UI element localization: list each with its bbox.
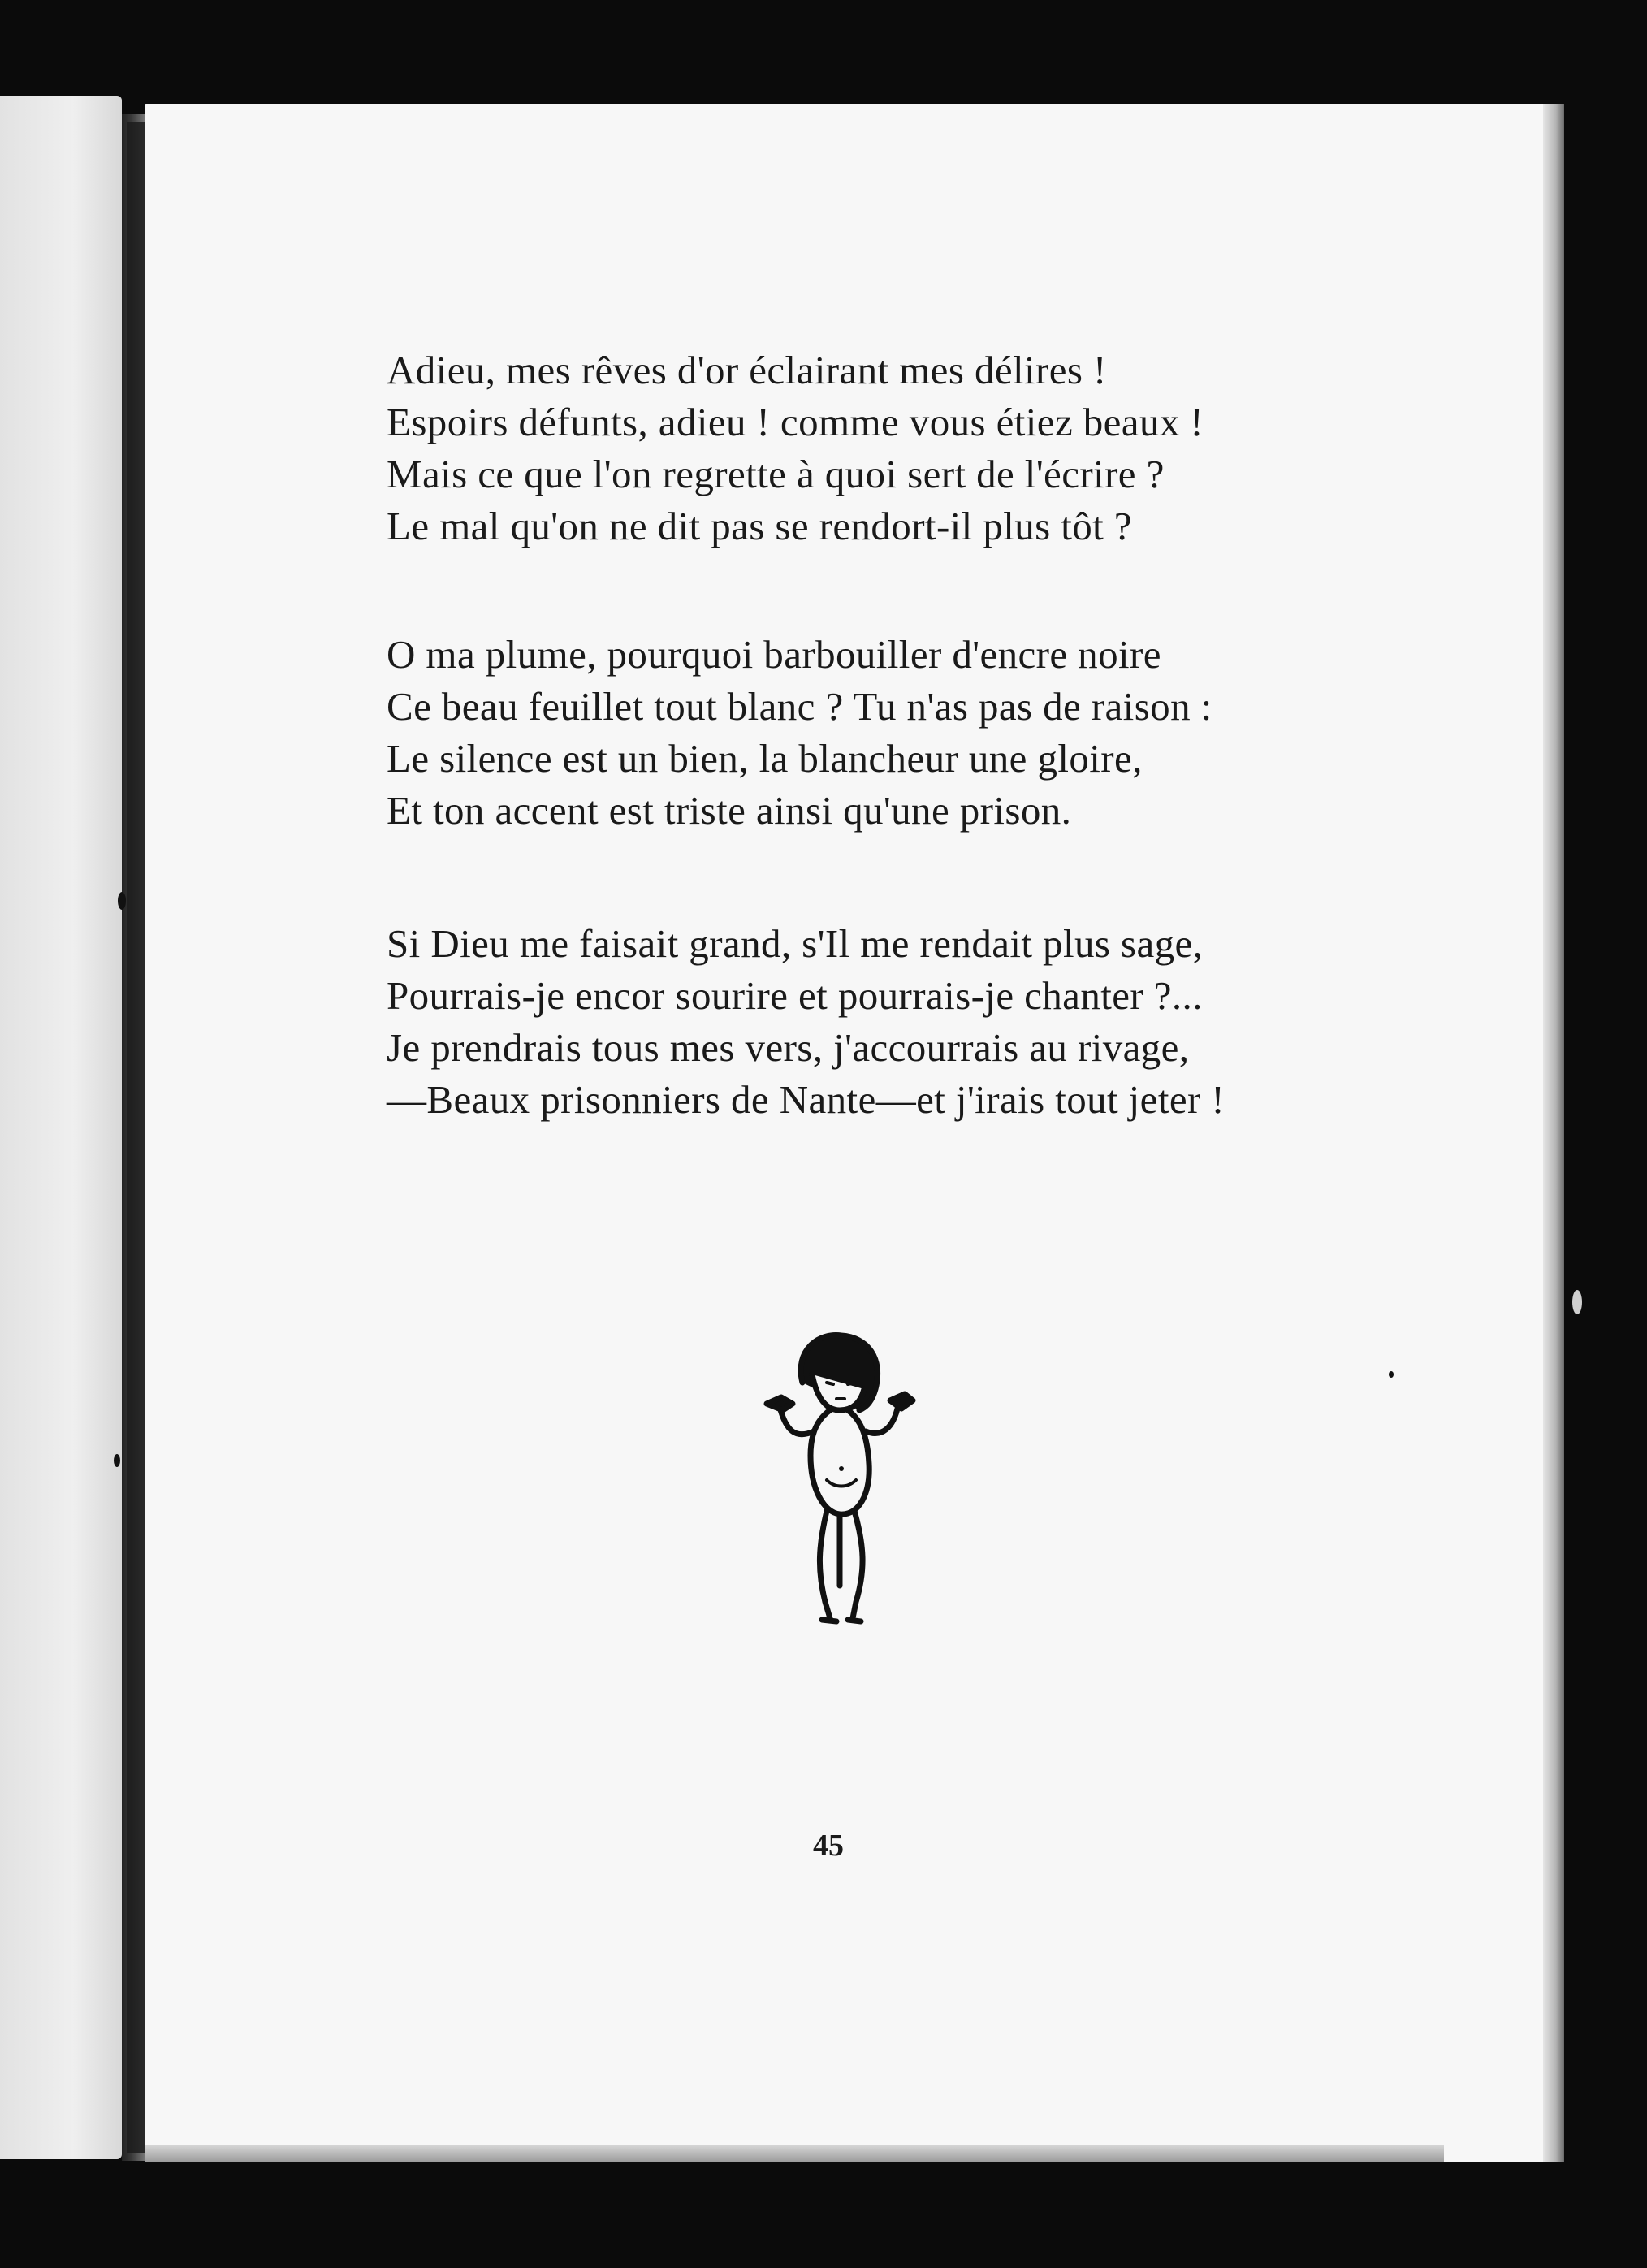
cherub-figure-icon [746, 1326, 924, 1634]
poem-line: Pourrais-je encor sourire et pourrais-je chanter ?... [387, 973, 1203, 1018]
poem-line: Je prendrais tous mes vers, j'accourrais au rivage, [387, 1025, 1190, 1070]
page-number: 45 [813, 1829, 844, 1863]
poem-line: Si Dieu me faisait grand, s'Il me rendait plus sage, [387, 921, 1204, 966]
poem-line: Espoirs défunts, adieu ! comme vous étiez beaux ! [387, 400, 1204, 444]
facing-page-edge [0, 96, 122, 2159]
poem-line: O ma plume, pourquoi barbouiller d'encre noire [387, 632, 1161, 677]
page-edge-right [1543, 104, 1564, 2162]
poem-stanza-1 [387, 344, 1410, 552]
scan-speck [118, 892, 126, 910]
scan-speck [1389, 1371, 1394, 1378]
scan-speck [1572, 1290, 1582, 1314]
scan-speck [114, 1454, 120, 1467]
poem-line: Le mal qu'on ne dit pas se rendort-il plus tôt ? [387, 504, 1132, 548]
poem-line: Le silence est un bien, la blancheur une gloire, [387, 736, 1143, 781]
poem-stanza-3 [387, 918, 1410, 1126]
page-edge-bottom [145, 2145, 1444, 2162]
spine-shadow [127, 122, 145, 2153]
poem-line: Mais ce que l'on regrette à quoi sert de l'écrire ? [387, 452, 1165, 496]
poem-line: Adieu, mes rêves d'or éclairant mes délires ! [387, 348, 1107, 392]
poem-line: Et ton accent est triste ainsi qu'une prison. [387, 788, 1072, 833]
poem-stanza-2 [387, 629, 1410, 837]
poem-line: Ce beau feuillet tout blanc ? Tu n'as pas de raison : [387, 684, 1213, 729]
poem-line: —Beaux prisonniers de Nante—et j'irais tout jeter ! [387, 1077, 1226, 1122]
